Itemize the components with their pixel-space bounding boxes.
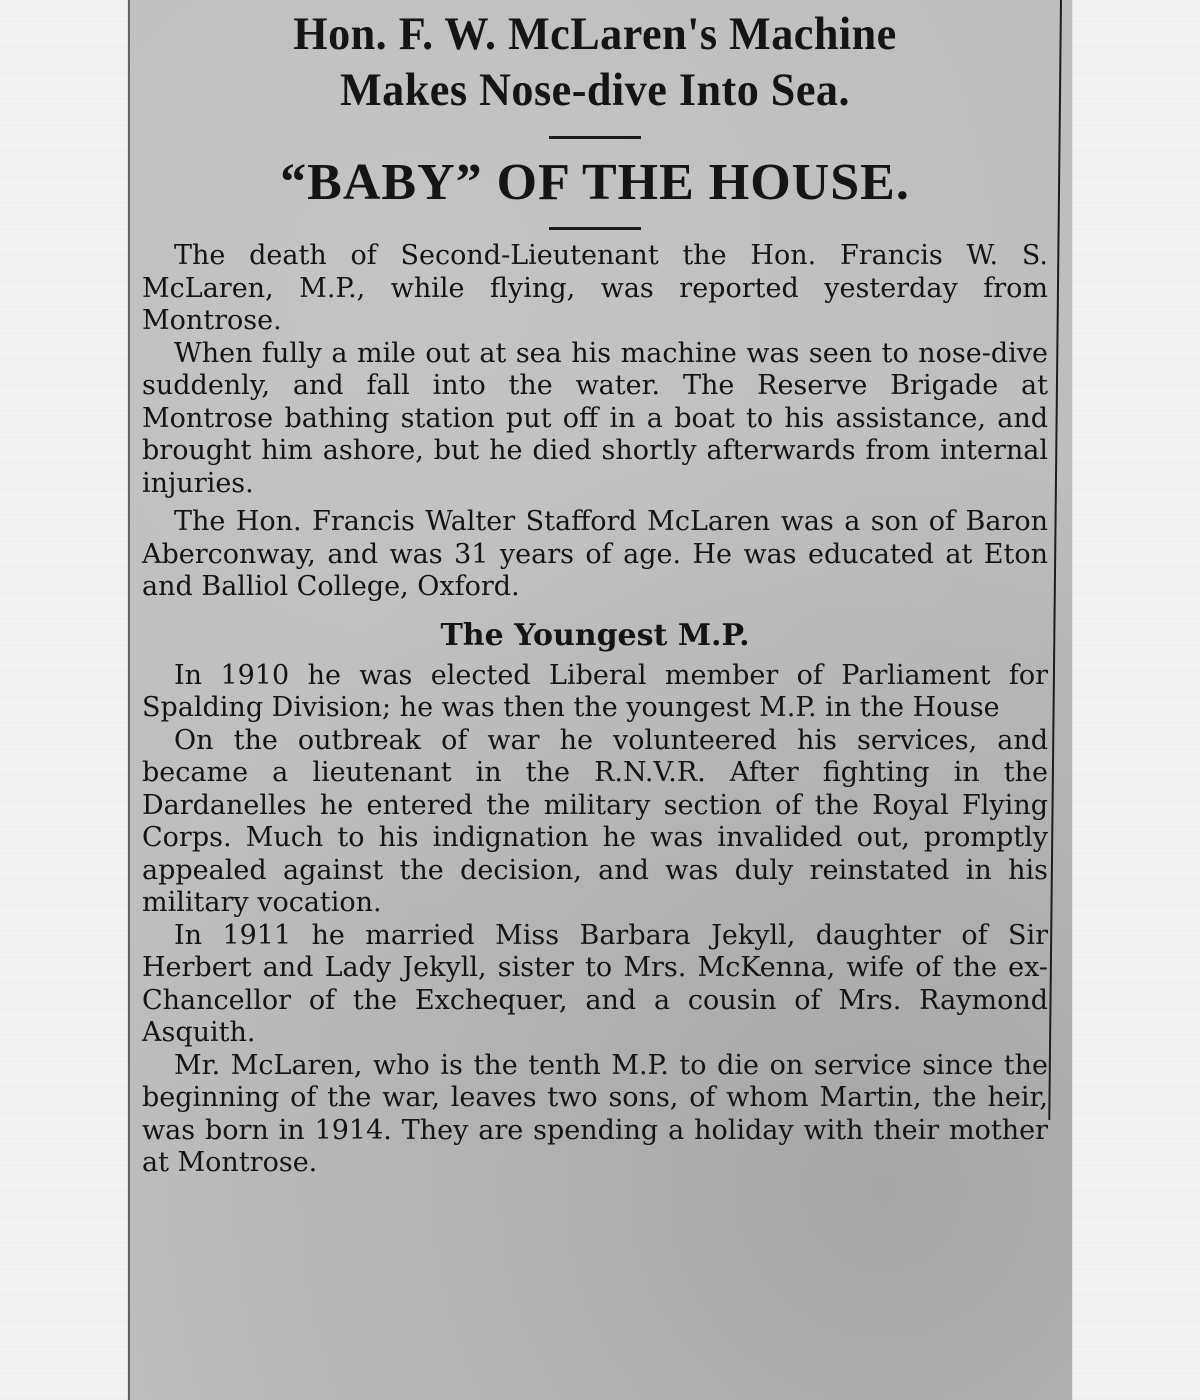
newspaper-clipping — [128, 0, 1072, 1400]
section-heading: The Youngest M.P. — [440, 617, 750, 653]
paragraph: When fully a mile out at sea his machine was seen to nose-dive suddenly, and fall into the water. The Reserve Brigade at Montrose bathing station put off in a boat to his assistance, and brought him ashore, but he died shortly afterwards from internal injuries. — [142, 337, 1048, 499]
paragraph: On the outbreak of war he volunteered his services, and became a lieutenant in the R.N.V.R. After fighting in the Dardanelles he entered the military section of the Royal Flying Corps. Much to his indignation he was invalided out, promptly appealed against the decision, and was duly reinstated in his military vocation. — [142, 724, 1048, 918]
headline — [169, 6, 1021, 118]
column-rule-left — [128, 0, 130, 1400]
divider-rule — [549, 227, 641, 230]
subheadline: “BABY” OF THE HOUSE. — [280, 154, 910, 211]
paragraph: The death of Second-Lieutenant the Hon. Francis W. S. McLaren, M.P., while flying, was reported yesterday from Montrose. — [142, 240, 1048, 336]
paragraph: Mr. McLaren, who is the tenth M.P. to die on service since the beginning of the war, leaves two sons, of whom Martin, the heir, was born in 1914. They are spending a holiday with their mother at Montrose. — [142, 1049, 1048, 1178]
divider-rule — [549, 136, 641, 139]
column-rule-right — [1048, 0, 1062, 1120]
headline-line-2: Makes Nose-dive Into Sea. — [339, 64, 850, 116]
paragraph: In 1910 he was elected Liberal member of Parliament for Spalding Division; he was then the youngest M.P. in the House — [142, 659, 1048, 723]
paragraph: The Hon. Francis Walter Stafford McLaren was a son of Baron Aberconway, and was 31 years of age. He was educated at Eton and Balliol College, Oxford. — [142, 506, 1048, 602]
paragraph: In 1911 he married Miss Barbara Jekyll, daughter of Sir Herbert and Lady Jekyll, sister to Mrs. McKenna, wife of the ex-Chancellor of the Exchequer, and a cousin of Mrs. Raymond Asquith. — [142, 919, 1048, 1048]
article-body — [142, 240, 1048, 1180]
article — [142, 0, 1048, 1180]
headline-line-1: Hon. F. W. McLaren's Machine — [293, 8, 897, 60]
